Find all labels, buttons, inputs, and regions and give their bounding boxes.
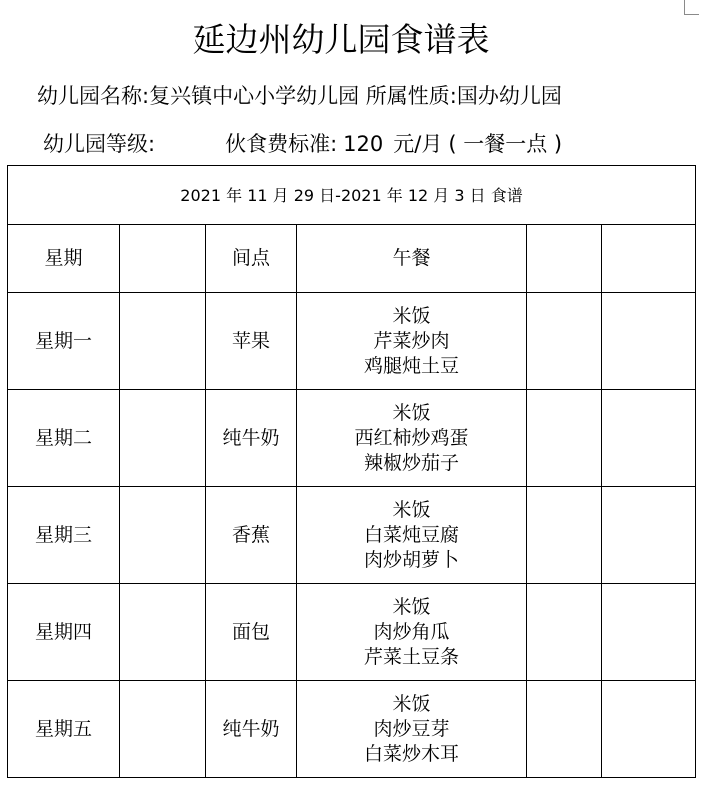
lunch-dish: 芹菜土豆条 <box>363 645 459 668</box>
header-blank-1 <box>120 225 206 293</box>
table-row <box>8 390 696 487</box>
lunch-cell <box>297 584 527 681</box>
day-cell: 星期一 <box>8 293 120 390</box>
level-label: 幼儿园等级: <box>43 132 156 156</box>
lunch-cell <box>297 390 527 487</box>
table-row <box>8 681 696 778</box>
kindergarten-name-value: 复兴镇中心小学幼儿园 <box>149 84 360 108</box>
table-row <box>8 293 696 390</box>
day-cell: 星期四 <box>8 584 120 681</box>
blank-cell <box>527 293 602 390</box>
header-blank-2 <box>527 225 602 293</box>
header-lunch: 午餐 <box>297 225 527 293</box>
fee-info-line <box>43 129 562 159</box>
blank-cell <box>527 681 602 778</box>
blank-cell <box>527 390 602 487</box>
table-row <box>8 584 696 681</box>
header-blank-3 <box>602 225 696 293</box>
lunch-cell <box>297 681 527 778</box>
lunch-cell <box>297 487 527 584</box>
fee-amount: 120 <box>343 132 384 156</box>
lunch-dish: 肉炒胡萝卜 <box>363 548 459 571</box>
day-cell: 星期五 <box>8 681 120 778</box>
nature-label: 所属性质: <box>365 84 457 108</box>
page-title: 延边州幼儿园食谱表 <box>192 20 490 59</box>
fee-label: 伙食费标准: <box>225 132 338 156</box>
meal-note: ( 一餐一点 ) <box>448 132 563 156</box>
kindergarten-info-line <box>37 81 562 111</box>
blank-cell <box>120 584 206 681</box>
blank-cell <box>602 681 696 778</box>
blank-cell <box>602 293 696 390</box>
kindergarten-name-label: 幼儿园名称: <box>37 84 150 108</box>
lunch-dish: 米饭 <box>392 498 431 521</box>
table-row <box>8 487 696 584</box>
snack-cell: 香蕉 <box>206 487 297 584</box>
snack-cell: 纯牛奶 <box>206 390 297 487</box>
blank-cell <box>527 584 602 681</box>
header-snack: 间点 <box>206 225 297 293</box>
day-cell: 星期三 <box>8 487 120 584</box>
blank-cell <box>602 487 696 584</box>
fee-unit: 元/月 <box>393 132 443 156</box>
day-cell: 星期二 <box>8 390 120 487</box>
lunch-dish: 鸡腿炖土豆 <box>363 354 459 377</box>
blank-cell <box>120 487 206 584</box>
lunch-dish: 米饭 <box>392 595 431 618</box>
header-day: 星期 <box>8 225 120 293</box>
lunch-cell <box>297 293 527 390</box>
snack-cell: 面包 <box>206 584 297 681</box>
blank-cell <box>527 487 602 584</box>
snack-cell: 苹果 <box>206 293 297 390</box>
blank-cell <box>120 390 206 487</box>
date-row <box>8 166 696 225</box>
lunch-dish: 白菜炖豆腐 <box>363 523 459 546</box>
lunch-dish: 芹菜炒肉 <box>373 329 450 352</box>
blank-cell <box>602 584 696 681</box>
blank-cell <box>120 681 206 778</box>
lunch-dish: 米饭 <box>392 304 431 327</box>
blank-cell <box>602 390 696 487</box>
lunch-dish: 肉炒角瓜 <box>373 620 450 643</box>
page-corner-mark <box>684 0 699 15</box>
date-range-cell: 2021 年 11 月 29 日-2021 年 12 月 3 日 食谱 <box>8 166 696 225</box>
blank-cell <box>120 293 206 390</box>
menu-table <box>7 165 696 778</box>
lunch-dish: 肉炒豆芽 <box>373 717 450 740</box>
lunch-dish: 米饭 <box>392 401 431 424</box>
lunch-dish: 西红柿炒鸡蛋 <box>354 426 469 449</box>
nature-value: 国办幼儿园 <box>456 84 562 108</box>
lunch-dish: 米饭 <box>392 692 431 715</box>
header-row <box>8 225 696 293</box>
snack-cell: 纯牛奶 <box>206 681 297 778</box>
lunch-dish: 辣椒炒茄子 <box>363 451 459 474</box>
lunch-dish: 白菜炒木耳 <box>363 742 459 765</box>
